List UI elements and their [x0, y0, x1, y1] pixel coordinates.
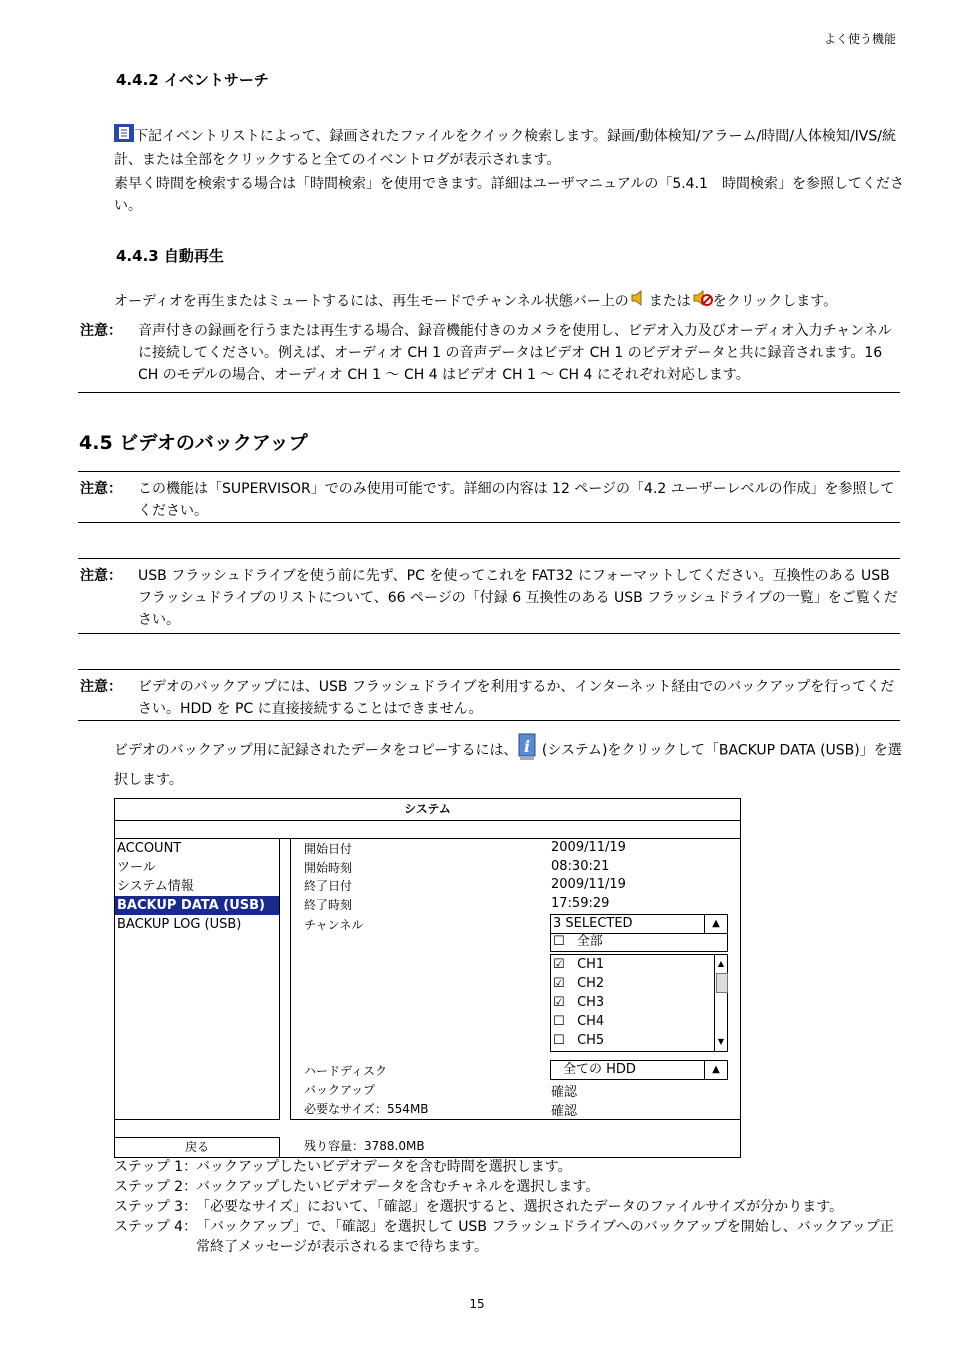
hdd-label: ハードディスク [304, 1064, 388, 1078]
section-4-4-2-title: 4.4.2 イベントサーチ [116, 71, 269, 89]
section-4-4-2-paragraph-1 [114, 124, 904, 171]
note-usb-format [78, 558, 900, 634]
channel-dropdown-value: 3 SELECTED [553, 916, 633, 931]
note-text: 音声付きの録画を行うまたは再生する場合、録音機能付きのカメラを使用し、ビデオ入力及びオーディオ入力チャンネルに接続してください。例えば、オーディオ CH 1 の音声データはビデオ CH 1 のビデオデータと共に録音されます。16 CH のモデルの場合、オーディオ CH 1 ～ CH 4 はビデオ CH 1 ～ CH 4 にそれぞれ対応します。 [138, 323, 892, 383]
end-date-label: 終了日付 [304, 879, 353, 893]
running-header: よく使う機能 [823, 32, 896, 46]
scroll-down-icon[interactable]: ▼ [717, 1037, 725, 1046]
backup-intro [114, 732, 904, 791]
mute-icon[interactable] [691, 288, 713, 315]
checkbox-icon[interactable]: ☐ [553, 1033, 565, 1048]
menu-item-system-info[interactable]: システム情報 [117, 879, 194, 894]
list-item[interactable] [551, 974, 727, 993]
all-label: 全部 [576, 934, 603, 949]
section-4-4-3-paragraph [114, 288, 904, 315]
list-item[interactable] [551, 1012, 727, 1031]
step-text: バックアップしたいビデオデータを含む時間を選択します。 [196, 1159, 572, 1175]
checkbox-checked-icon[interactable]: ☑ [553, 957, 565, 972]
text: 下記イベントリストによって、録画されたファイルをクイック検索します。録画/動体検知/アラーム/時間/人体検知/IVS/統計、または全部をクリックすると全てのイベントログが表示されます。 [114, 128, 896, 168]
end-time-label: 終了時刻 [304, 898, 353, 912]
step-1 [114, 1157, 904, 1177]
step-2 [114, 1177, 904, 1197]
hdd-dropdown[interactable] [550, 1060, 728, 1080]
scroll-thumb[interactable] [716, 973, 728, 993]
channel-label: CH3 [577, 995, 605, 1010]
step-text: バックアップしたいビデオデータを含むチャネルを選択します。 [196, 1179, 600, 1195]
channel-list [550, 954, 728, 1052]
note-label: 注意： [80, 481, 122, 497]
backup-label: バックアップ [304, 1083, 376, 1097]
channel-label: CH4 [577, 1014, 605, 1029]
backup-panel [290, 838, 740, 1120]
system-info-icon[interactable] [517, 732, 537, 769]
note-audio [78, 314, 900, 393]
text: をクリックします。 [712, 293, 838, 310]
list-item[interactable] [551, 1031, 727, 1050]
text: (システム)をクリックして「BACKUP DATA (USB)」を選択します。 [114, 742, 902, 788]
svg-text:i: i [524, 737, 531, 756]
checkbox-icon[interactable]: ☐ [553, 934, 565, 949]
step-number: ステップ 3： [114, 1199, 198, 1215]
checkbox-icon[interactable]: ☐ [553, 1014, 565, 1029]
note-text: ビデオのバックアップには、USB フラッシュドライブを利用するか、インターネット経由でのバックアップを行ってください。HDD を PC に直接接続することはできません。 [138, 679, 895, 717]
start-date-value[interactable]: 2009/11/19 [551, 840, 626, 855]
system-menu [115, 838, 280, 1120]
list-item[interactable] [551, 955, 727, 974]
back-button[interactable]: 戻る [115, 1137, 280, 1158]
scrollbar[interactable] [714, 955, 727, 1051]
speaker-icon[interactable] [629, 288, 649, 315]
step-number: ステップ 4： [114, 1219, 198, 1235]
channel-label: CH1 [577, 957, 605, 972]
scroll-up-icon[interactable]: ▲ [717, 959, 725, 968]
checkbox-checked-icon[interactable]: ☑ [553, 976, 565, 991]
note-backup-method [78, 669, 900, 721]
channel-label: チャンネル [304, 918, 364, 932]
step-4 [114, 1217, 904, 1257]
menu-item-backup-log[interactable]: BACKUP LOG (USB) [117, 917, 242, 932]
list-item[interactable] [551, 993, 727, 1012]
note-text: この機能は「SUPERVISOR」でのみ使用可能です。詳細の内容は 12 ページの「4.2 ユーザーレベルの作成」を参照してください。 [138, 481, 895, 519]
channel-label: CH2 [577, 976, 605, 991]
page-number: 15 [469, 1297, 485, 1311]
text: または [648, 293, 691, 310]
step-text: 「バックアップ」で、「確認」を選択して USB フラッシュドライブへのバックアップを開始し、バックアップ正常終了メッセージが表示されるまで待ちます。 [196, 1219, 894, 1255]
start-time-label: 開始時刻 [304, 861, 353, 875]
channel-label: CH5 [577, 1033, 605, 1048]
step-number: ステップ 2： [114, 1179, 198, 1195]
end-time-value[interactable]: 17:59:29 [551, 896, 610, 911]
step-text: 「必要なサイズ」において、「確認」を選択すると、選択されたデータのファイルサイズが分かります。 [196, 1199, 844, 1215]
end-date-value[interactable]: 2009/11/19 [551, 877, 626, 892]
checkbox-checked-icon[interactable]: ☑ [553, 995, 565, 1010]
remaining-capacity: 残り容量：3788.0MB [304, 1139, 425, 1153]
step-3 [114, 1197, 904, 1217]
note-label: 注意： [80, 568, 122, 584]
section-4-4-2-paragraph-2: 素早く時間を検索する場合は「時間検索」を使用できます。詳細はユーザマニュアルの「5.4.1 時間検索」を参照してください。 [114, 176, 904, 214]
text: オーディオを再生またはミュートするには、再生モードでチャンネル状態バー上の [114, 293, 629, 310]
text: ビデオのバックアップ用に記録されたデータをコピーするには、 [114, 742, 518, 759]
hdd-dropdown-value: 全ての HDD [563, 1062, 636, 1077]
menu-item-account[interactable]: ACCOUNT [117, 841, 182, 856]
menu-item-tools[interactable]: ツール [117, 860, 156, 875]
channel-dropdown[interactable] [550, 914, 728, 934]
note-label: 注意： [80, 679, 122, 695]
steps-list [114, 1157, 904, 1257]
note-text: USB フラッシュドライブを使う前に先ず、PC を使ってこれを FAT32 にフォーマットしてください。互換性のある USB フラッシュドライブのリストについて、66 ページの「付録 6 互換性のある USB フラッシュドライブの一覧」をご覧ください。 [138, 568, 898, 628]
menu-item-backup-data[interactable]: BACKUP DATA (USB) [115, 896, 279, 915]
dropdown-arrow-icon[interactable]: ▲ [704, 1061, 727, 1079]
section-4-5-title: 4.5 ビデオのバックアップ [79, 432, 308, 454]
system-dialog [114, 798, 741, 1158]
required-size-label: 必要なサイズ：554MB [304, 1102, 429, 1116]
section-4-4-3-title: 4.4.3 自動再生 [116, 247, 224, 265]
size-confirm[interactable]: 確認 [551, 1104, 578, 1119]
start-date-label: 開始日付 [304, 842, 353, 856]
dialog-toolbar [115, 820, 740, 839]
channel-all-option[interactable] [550, 933, 728, 952]
event-list-icon [114, 124, 134, 149]
start-time-value[interactable]: 08:30:21 [551, 859, 610, 874]
dialog-title: システム [115, 799, 740, 821]
note-label: 注意： [80, 323, 122, 339]
dropdown-arrow-icon[interactable]: ▲ [704, 915, 727, 933]
step-number: ステップ 1： [114, 1159, 198, 1175]
backup-confirm[interactable]: 確認 [551, 1085, 578, 1100]
note-supervisor [78, 471, 900, 523]
